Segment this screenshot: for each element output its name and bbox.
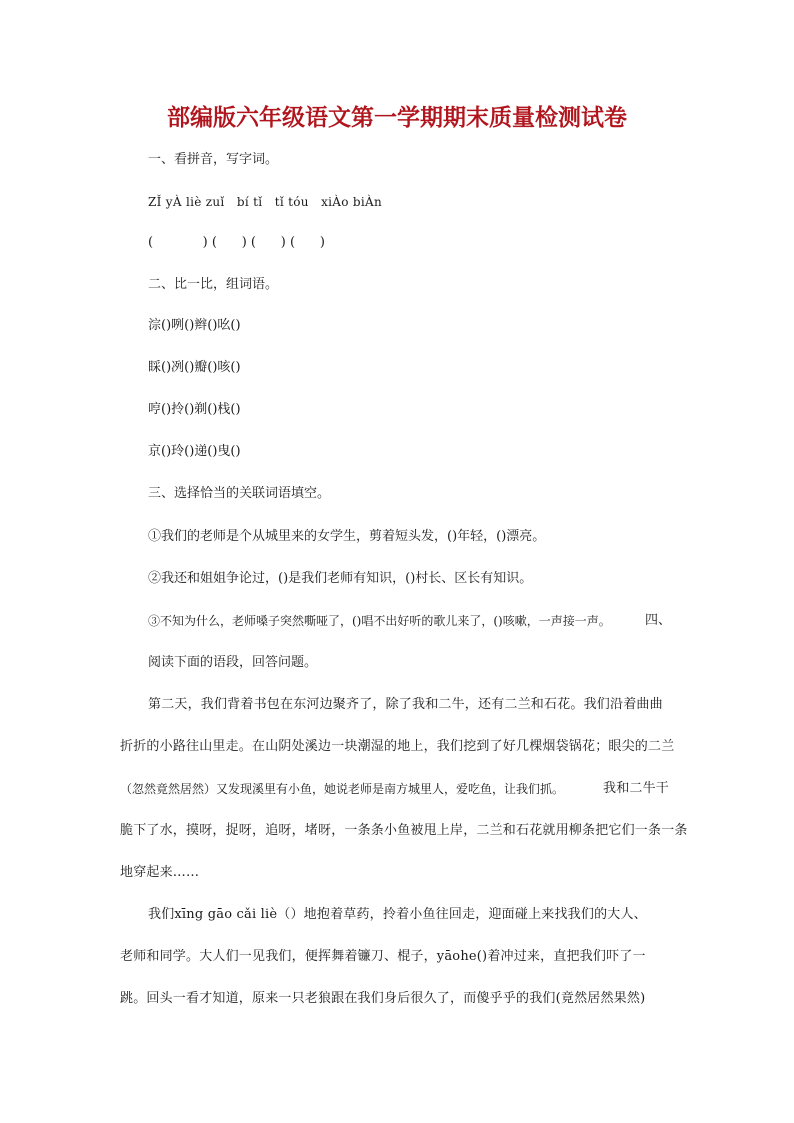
- section4-heading: 阅读下面的语段，回答问题。: [148, 655, 318, 670]
- paragraph1-line: （忽然竟然居然）又发现溪里有小鱼，她说老师是南方城里人，爱吃鱼，让我们抓。: [120, 782, 565, 796]
- page-title: 部编版六年级语文第一学期期末质量检测试卷: [167, 104, 627, 131]
- section2-row: 哼()拎()剃()栈(): [148, 402, 241, 417]
- section3-item-1: ①我们的老师是个从城里来的女学生，剪着短头发，()年轻，()漂亮。: [148, 529, 546, 544]
- paragraph1-line: 脆下了水，摸呀，捉呀，追呀，堵呀，一条条小鱼被甩上岸，二兰和石花就用柳条把它们一条一条: [120, 823, 688, 838]
- section2-heading: 二、比一比，组词语。: [148, 277, 279, 292]
- section2-row: 京()玲()递()曳(): [148, 444, 241, 459]
- section2-row: 淙()咧()辫()吆(): [148, 318, 241, 333]
- paragraph2-line: 老师和同学。大人们一见我们，便挥舞着镰刀、棍子，yāohe()着冲过来，直把我们吓了一: [120, 949, 646, 964]
- section1-heading: 一、看拼音，写字词。: [148, 152, 279, 167]
- paragraph2-line: 我们xīng gāo cǎi liè（）地抱着草药，拎着小鱼往回走，迎面碰上来找我们的大人、: [148, 907, 647, 922]
- section1-pinyin: ZǏ yÀ liè zuǐ bí tǐ tǐ tóu xiÀo biÀn: [148, 195, 383, 209]
- paragraph1-line: 地穿起来……: [120, 865, 200, 880]
- section3-heading: 三、选择恰当的关联词语填空。: [148, 486, 331, 501]
- paragraph2-line: 跳。回头一看才知道，原来一只老狼跟在我们身后很久了，而傻乎乎的我们(竟然居然果然): [120, 991, 646, 1006]
- section1-answer-blanks: ( ) ( ) ( ) ( ): [148, 235, 325, 250]
- section3-item-2: ②我还和姐姐争论过，()是我们老师有知识，()村长、区长有知识。: [148, 571, 533, 586]
- section3-item-3: ③不知为什么，老师嗓子突然嘶哑了，()唱不出好听的歌儿来了，()咳嗽，一声接一声。: [148, 614, 611, 628]
- paragraph1-line: 折折的小路往山里走。在山阴处溪边一块潮湿的地上，我们挖到了好几棵烟袋锅花；眼尖的二兰: [120, 739, 675, 754]
- paragraph1-line: 我和二牛干: [603, 781, 670, 796]
- section4-heading-number: 四、: [645, 613, 672, 628]
- paragraph1-line: 第二天，我们背着书包在东河边聚齐了，除了我和二牛，还有二兰和石花。我们沿着曲曲: [148, 697, 663, 712]
- section2-row: 睬()冽()瓣()咳(): [148, 360, 241, 375]
